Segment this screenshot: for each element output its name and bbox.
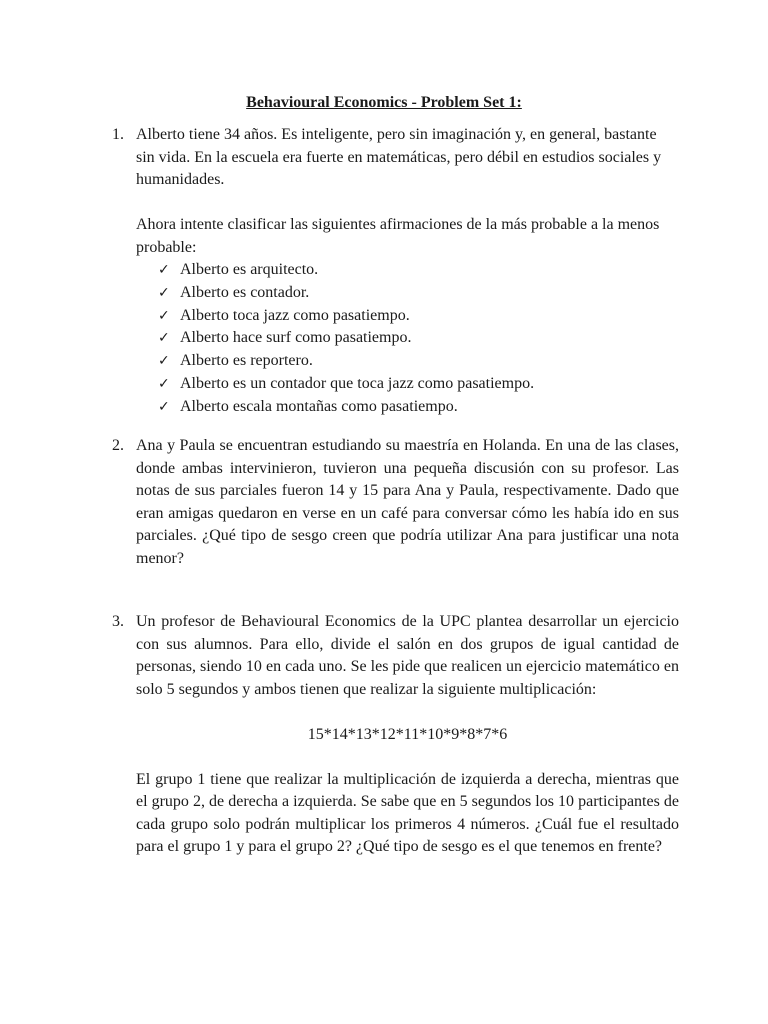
problem-3-intro: Un profesor de Behavioural Economics de la UPC plantea desarrollar un ejercicio con sus alumnos. Para ello, divide el salón en dos grupos de igual cantidad de personas, siendo 10 en cada uno. Se les pide que realicen un ejercicio matemático en solo 5 segundos y ambos tienen que realizar la siguiente multiplicación: [136,613,679,698]
list-item [158,259,679,282]
option-text: Alberto toca jazz como pasatiempo. [180,306,410,324]
list-item [158,373,679,396]
list-item [158,327,679,350]
list-item [158,305,679,328]
problem-1-options [136,259,679,419]
problem-1-instruction: Ahora intente clasificar las siguientes afirmaciones de la más probable a la menos probable: [136,216,660,256]
option-text: Alberto es arquitecto. [180,261,319,278]
option-text: Alberto es contador. [180,283,310,301]
problem-3-body [136,611,679,859]
problem-3 [112,611,679,859]
list-item [158,282,679,305]
check-icon: ✓ [158,307,170,324]
check-icon: ✓ [158,284,170,301]
spacer [136,192,679,215]
problem-3-question: El grupo 1 tiene que realizar la multiplicación de izquierda a derecha, mientras que el grupo 2, de derecha a izquierda. Se sabe que en 5 segundos los 10 participantes de cada grupo solo podrán multiplicar los primeros 4 números. ¿Cuál fue el resultado para el grupo 1 y para el grupo 2? ¿Qué tipo de sesgo es el que tenemos en frente? [136,770,679,855]
document-title: Behavioural Economics - Problem Set 1: [246,94,522,111]
check-icon: ✓ [158,353,170,370]
option-text: Alberto es reportero. [180,352,313,370]
check-icon: ✓ [158,330,170,347]
check-icon: ✓ [158,398,170,415]
problem-3-formula: 15*14*13*12*11*10*9*8*7*6 [307,725,508,743]
spacer [136,746,679,769]
list-item [158,350,679,373]
problem-1-number: 1. [112,126,124,143]
problem-2-text: Ana y Paula se encuentran estudiando su maestría en Holanda. En una de las clases, donde ambas intervinieron, tuvieron una pequeña discusión con su profesor. Las notas de sus parciales fueron 14 y 15 para Ana y Paula, respectivamente. Dado que eran amigas quedaron en verse en un café para conversar cómo les había ido en sus parciales. ¿Qué tipo de sesgo creen que podría utilizar Ana para justificar una nota menor? [136,437,679,567]
list-item [158,396,679,419]
option-text: Alberto escala montañas como pasatiempo. [180,397,458,415]
problem-3-number: 3. [112,613,124,630]
problem-2-number: 2. [112,437,124,454]
option-text: Alberto hace surf como pasatiempo. [180,329,412,347]
check-icon: ✓ [158,375,170,392]
option-text: Alberto es un contador que toca jazz como pasatiempo. [180,374,535,392]
problem-1-intro: Alberto tiene 34 años. Es inteligente, pero sin imaginación y, en general, bastante sin vida. En la escuela era fuerte en matemáticas, pero débil en estudios sociales y humanidades. [136,126,662,188]
problem-2 [112,435,679,570]
problem-2-body [136,435,679,570]
spacer [136,701,679,724]
check-icon: ✓ [158,262,170,278]
problem-1-body [136,124,679,419]
problem-1 [112,124,679,419]
